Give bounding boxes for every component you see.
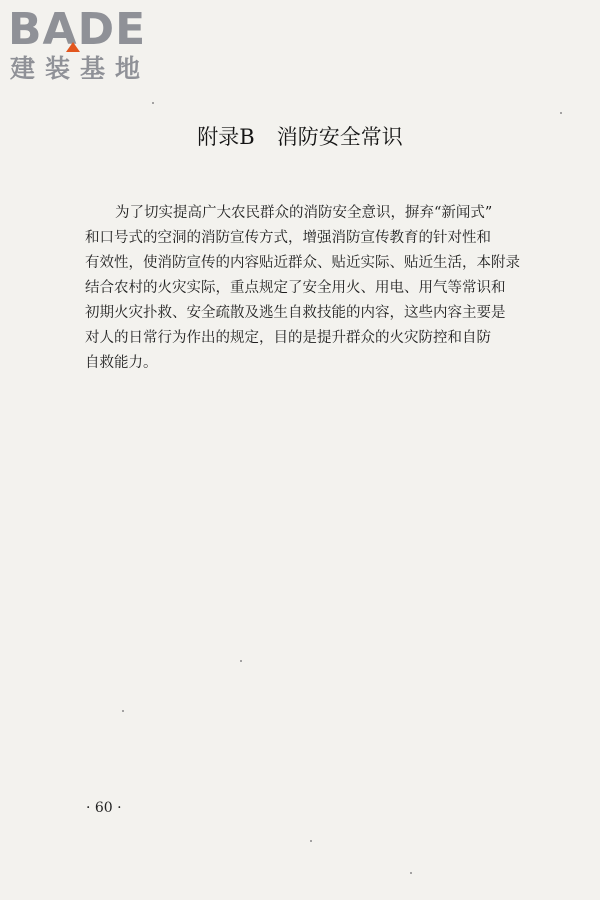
logo-wordmark: BADE xyxy=(8,4,147,55)
page-title xyxy=(0,122,600,152)
paragraph-line: 为了切实提高广大农民群众的消防安全意识，摒弃“新闻式” xyxy=(115,205,493,221)
paragraph-line: 自救能力。 xyxy=(85,355,158,371)
paragraph-line: 初期火灾扑救、安全疏散及逃生自救技能的内容，这些内容主要是 xyxy=(85,305,506,321)
appendix-label: 附录B xyxy=(197,125,255,149)
logo-accent-triangle-icon xyxy=(66,42,80,52)
page-number: · 60 · xyxy=(86,800,122,816)
scan-speck xyxy=(152,102,154,104)
body-paragraph xyxy=(85,201,571,376)
logo-subtitle: 建装基地 xyxy=(10,54,151,83)
scan-speck xyxy=(560,112,562,114)
bade-logo xyxy=(8,6,176,84)
scan-speck xyxy=(310,840,312,842)
paragraph-line: 结合农村的火灾实际，重点规定了安全用火、用电、用气等常识和 xyxy=(85,280,506,296)
paragraph-line: 有效性，使消防宣传的内容贴近群众、贴近实际、贴近生活，本附录 xyxy=(85,255,520,271)
scan-speck xyxy=(410,872,412,874)
scan-speck xyxy=(122,710,124,712)
appendix-title: 消防安全常识 xyxy=(276,125,403,149)
paragraph-line: 和口号式的空洞的消防宣传方式，增强消防宣传教育的针对性和 xyxy=(85,230,491,246)
scan-speck xyxy=(240,660,242,662)
paragraph-line: 对人的日常行为作出的规定，目的是提升群众的火灾防控和自防 xyxy=(85,330,491,346)
